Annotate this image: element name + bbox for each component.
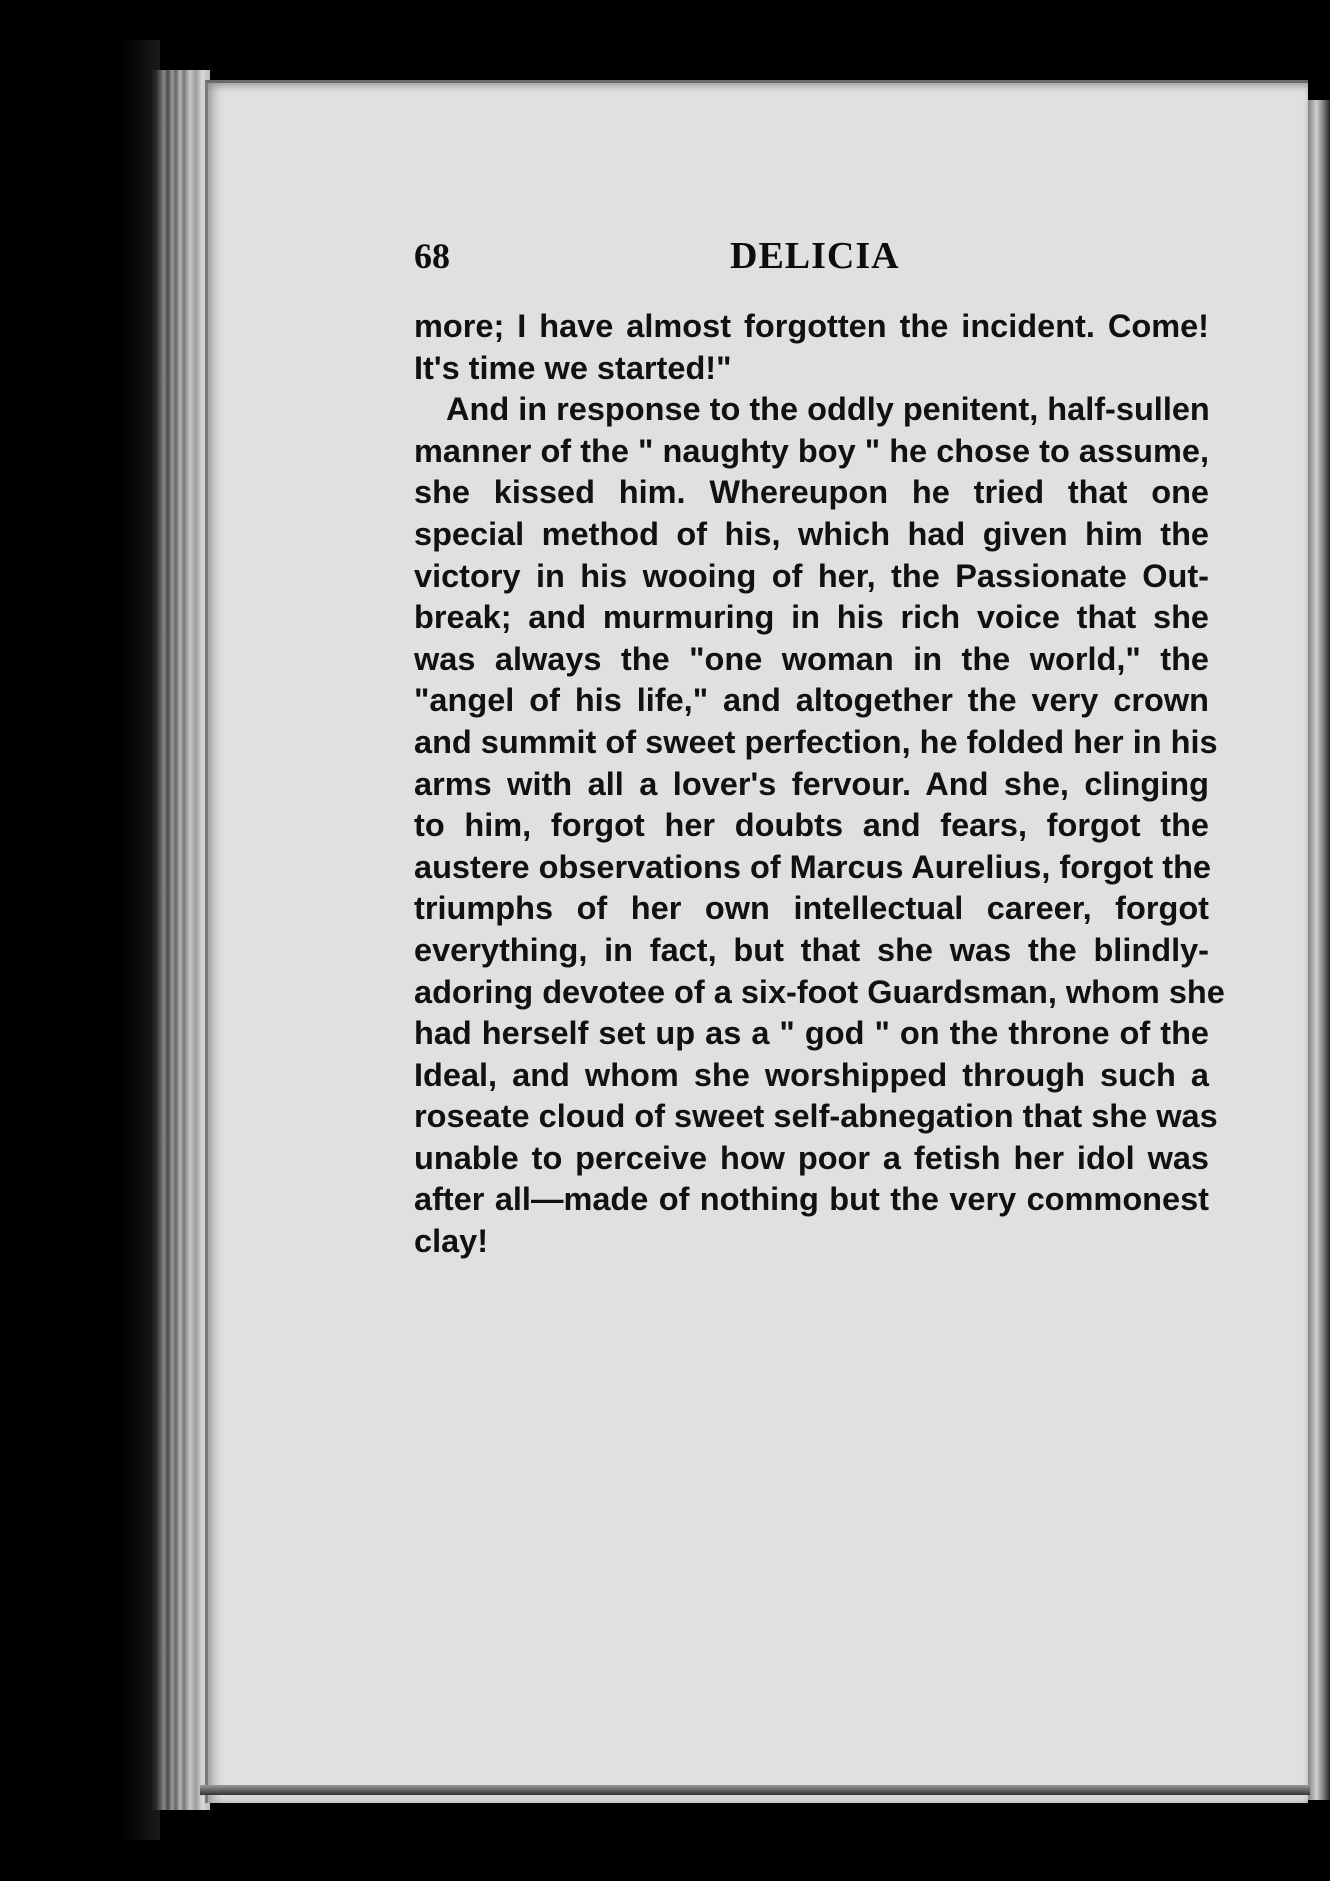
text-line: triumphs of her own intellectual career, forgot <box>414 890 1209 927</box>
text-line: "angel of his life," and altogether the very crown <box>414 682 1209 719</box>
body-text <box>414 306 1225 1263</box>
text-line: austere observations of Marcus Aurelius, forgot the <box>414 848 1212 885</box>
running-header <box>414 236 1204 284</box>
page-number: 68 <box>414 236 450 276</box>
text-line: after all—made of nothing but the very commonest <box>414 1181 1209 1218</box>
text-line: and summit of sweet perfection, he folded her in his <box>414 723 1218 760</box>
text-line: unable to perceive how poor a fetish her idol was <box>414 1139 1209 1176</box>
text-line: she kissed him. Whereupon he tried that one <box>414 474 1209 511</box>
text-line: more; I have almost forgotten the incident. Come! <box>414 308 1209 344</box>
running-title: DELICIA <box>730 235 900 277</box>
text-line: It's time we started!" <box>414 349 732 386</box>
text-line: roseate cloud of sweet self-abnegation that she was <box>414 1098 1218 1135</box>
text-line: And in response to the oddly penitent, half-sullen <box>446 391 1210 428</box>
text-line: arms with all a lover's fervour. And she, clinging <box>414 765 1209 802</box>
text-line: to him, forgot her doubts and fears, forgot the <box>414 807 1209 844</box>
text-line: Ideal, and whom she worshipped through such a <box>414 1056 1209 1093</box>
text-line: was always the "one woman in the world," the <box>414 640 1209 677</box>
text-line: manner of the " naughty boy " he chose to assume, <box>414 432 1209 469</box>
page-bottom-edge <box>200 1785 1310 1795</box>
text-line: everything, in fact, but that she was the blindly- <box>414 931 1209 968</box>
text-line: break; and murmuring in his rich voice that she <box>414 599 1209 636</box>
text-line: adoring devotee of a six-foot Guardsman, whom she <box>414 973 1225 1010</box>
text-line: victory in his wooing of her, the Passionate Out- <box>414 557 1209 594</box>
text-line: special method of his, which had given him the <box>414 515 1209 552</box>
text-line: clay! <box>414 1223 489 1260</box>
book-binding-edge <box>150 70 210 1810</box>
text-line: had herself set up as a " god " on the throne of the <box>414 1015 1209 1052</box>
